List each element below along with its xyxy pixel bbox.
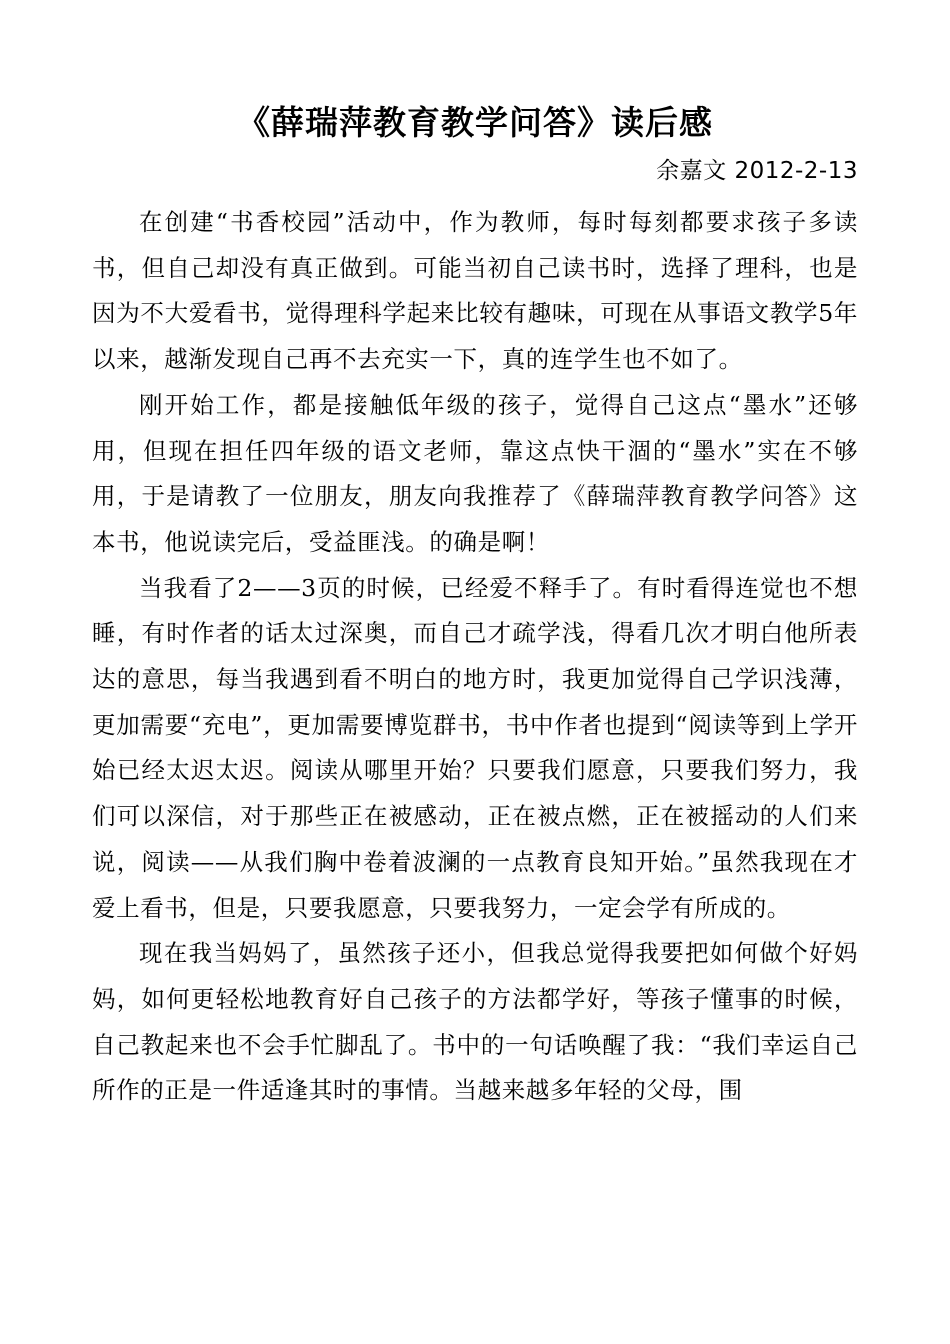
paragraph: 在创建“书香校园”活动中，作为教师，每时每刻都要求孩子多读书，但自己却没有真正做到。可能当初自己读书时，选择了理科，也是因为不大爱看书，觉得理科学起来比较有趣味，可现在从事语文教学5年以来，越渐发现自己再不去充实一下，真的连学生也不如了。	[92, 208, 858, 374]
author-date-line: 余嘉文 2012-2-13	[656, 158, 858, 184]
document-title: 《薛瑞萍教育教学问答》读后感	[237, 103, 713, 142]
paragraph: 现在我当妈妈了，虽然孩子还小，但我总觉得我要把如何做个好妈妈，如何更轻松地教育好自己孩子的方法都学好，等孩子懂事的时候，自己教起来也不会手忙脚乱了。书中的一句话唤醒了我：“我们幸运自己所作的正是一件适逢其时的事情。当越来越多年轻的父母，围	[92, 939, 858, 1105]
paragraph: 刚开始工作，都是接触低年级的孩子，觉得自己这点“墨水”还够用，但现在担任四年级的语文老师，靠这点快干涸的“墨水”实在不够用，于是请教了一位朋友，朋友向我推荐了《薛瑞萍教育教学问答》这本书，他说读完后，受益匪浅。的确是啊！	[92, 390, 858, 556]
paragraph: 当我看了2——3页的时候，已经爱不释手了。有时看得连觉也不想睡，有时作者的话太过深奥，而自己才疏学浅，得看几次才明白他所表达的意思，每当我遇到看不明白的地方时，我更加觉得自己学识浅薄，更加需要“充电”，更加需要博览群书，书中作者也提到“阅读等到上学开始已经太迟太迟。阅读从哪里开始？只要我们愿意，只要我们努力，我们可以深信，对于那些正在被感动，正在被点燃，正在被摇动的人们来说，阅读——从我们胸中卷着波澜的一点教育良知开始。”虽然我现在才爱上看书，但是，只要我愿意，只要我努力，一定会学有所成的。	[92, 573, 858, 922]
document-body	[92, 200, 858, 1114]
